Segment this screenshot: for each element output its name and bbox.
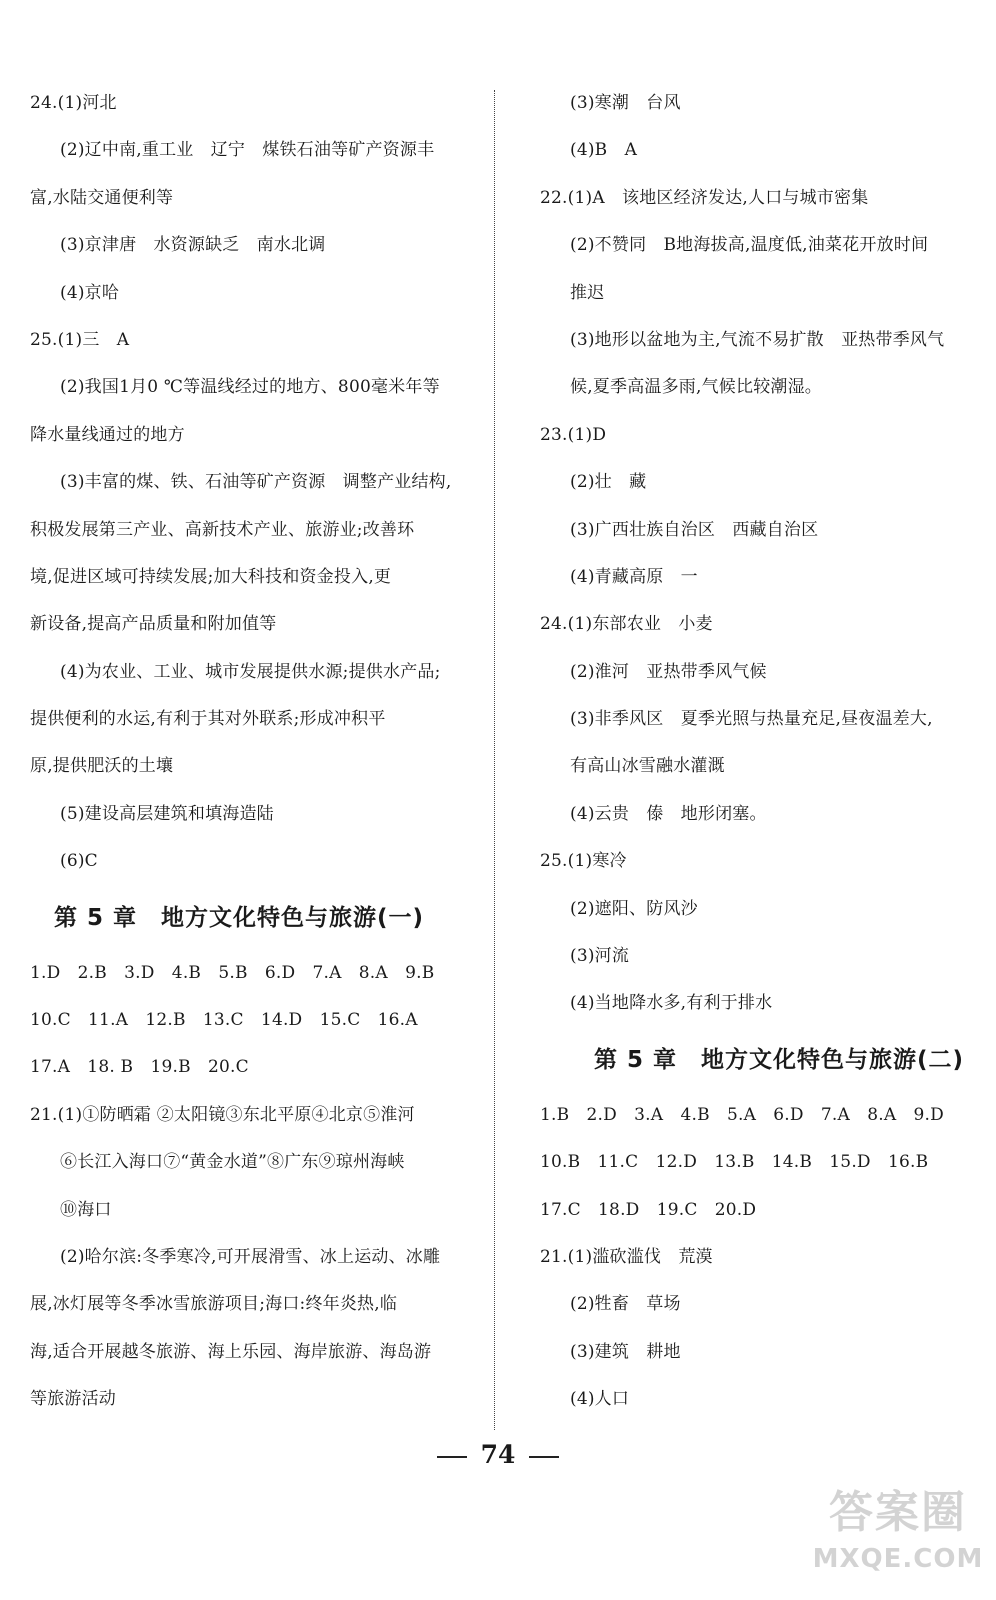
answer-line: 22.(1)A 该地区经济发达,人口与城市密集 xyxy=(540,187,869,208)
footer-dash-right xyxy=(529,1456,559,1458)
answer-line: 原,提供肥沃的土壤 xyxy=(30,756,174,777)
answer-line: (3)京津唐 水资源缺乏 南水北调 xyxy=(60,235,326,256)
answer-line: (4)为农业、工业、城市发展提供水源;提供水产品; xyxy=(60,661,441,682)
answer-line: 境,促进区域可持续发展;加大科技和资金投入,更 xyxy=(30,566,392,587)
answer-line: 10.C 11.A 12.B 13.C 14.D 15.C 16.A xyxy=(30,1010,418,1031)
answer-line: (3)地形以盆地为主,气流不易扩散 亚热带季风气 xyxy=(570,329,945,350)
answer-line: 提供便利的水运,有利于其对外联系;形成冲积平 xyxy=(30,709,386,730)
watermark xyxy=(808,1484,988,1594)
answer-line: (3)丰富的煤、铁、石油等矿产资源 调整产业结构, xyxy=(60,472,452,493)
answer-line: 24.(1)河北 xyxy=(30,93,117,113)
answer-line: (2)淮河 亚热带季风气候 xyxy=(570,661,767,682)
answer-line: 23.(1)D xyxy=(540,424,607,445)
answer-line: 17.C 18.D 19.C 20.D xyxy=(540,1199,757,1220)
answer-line: (4)人口 xyxy=(570,1389,630,1410)
answer-line: (4)青藏高原 一 xyxy=(570,566,698,587)
column-divider xyxy=(494,90,495,1430)
answer-line: (3)寒潮 台风 xyxy=(570,93,681,113)
answer-line: 21.(1)①防晒霜 ②太阳镜③东北平原④北京⑤淮河 xyxy=(30,1104,415,1125)
answer-line: (6)C xyxy=(60,851,98,872)
answer-line: (3)河流 xyxy=(570,946,630,967)
answer-line: 25.(1)三 A xyxy=(30,329,130,350)
answer-line: (2)哈尔滨:冬季寒冷,可开展滑雪、冰上运动、冰雕 xyxy=(60,1246,441,1267)
answer-line: 24.(1)东部农业 小麦 xyxy=(540,614,713,635)
answer-line: 海,适合开展越冬旅游、海上乐园、海岸旅游、海岛游 xyxy=(30,1341,432,1362)
answer-line: (2)我国1月0 ℃等温线经过的地方、800毫米年等 xyxy=(60,377,440,398)
answer-line: (3)建筑 耕地 xyxy=(570,1341,681,1362)
answer-line: 候,夏季高温多雨,气候比较潮湿。 xyxy=(570,377,823,398)
footer-dash-left xyxy=(437,1456,467,1458)
answer-line: (4)京哈 xyxy=(60,282,120,303)
answer-line: 1.B 2.D 3.A 4.B 5.A 6.D 7.A 8.A 9.D xyxy=(540,1104,944,1125)
page-footer xyxy=(0,1435,996,1475)
answer-line: 降水量线通过的地方 xyxy=(30,424,185,445)
answer-line: (3)非季风区 夏季光照与热量充足,昼夜温差大, xyxy=(570,709,933,730)
answer-line: (2)牲畜 草场 xyxy=(570,1294,681,1315)
answer-line: (4)云贵 傣 地形闭塞。 xyxy=(570,803,767,824)
right-column xyxy=(540,80,970,1424)
answer-line: (5)建设高层建筑和填海造陆 xyxy=(60,803,274,824)
answer-line: 展,冰灯展等冬季冰雪旅游项目;海口:终年炎热,临 xyxy=(30,1294,398,1315)
answer-line: ⑩海口 xyxy=(60,1199,112,1220)
watermark-logo-text: 答案圈 xyxy=(829,1487,967,1538)
watermark-url: MXQE.COM xyxy=(812,1544,984,1574)
answer-line: (2)不赞同 B地海拔高,温度低,油菜花开放时间 xyxy=(570,235,929,256)
answer-line: 富,水陆交通便利等 xyxy=(30,187,174,208)
page-number: 74 xyxy=(480,1440,516,1469)
answer-line: ⑥长江入海口⑦“黄金水道”⑧广东⑨琼州海峡 xyxy=(60,1152,405,1173)
chapter-heading: 第 5 章 地方文化特色与旅游(二) xyxy=(594,1046,965,1073)
answer-line: 10.B 11.C 12.D 13.B 14.B 15.D 16.B xyxy=(540,1152,929,1173)
answer-line: 17.A 18. B 19.B 20.C xyxy=(30,1057,249,1078)
answer-line: 有高山冰雪融水灌溉 xyxy=(570,756,725,777)
answer-line: (2)遮阳、防风沙 xyxy=(570,898,698,919)
chapter-heading: 第 5 章 地方文化特色与旅游(一) xyxy=(54,904,425,931)
answer-line: (2)壮 藏 xyxy=(570,472,647,493)
answer-line: (4)当地降水多,有利于排水 xyxy=(570,993,773,1014)
answer-line: 新设备,提高产品质量和附加值等 xyxy=(30,614,277,635)
answer-line: 等旅游活动 xyxy=(30,1389,116,1410)
answer-line: 21.(1)滥砍滥伐 荒漠 xyxy=(540,1246,713,1267)
answer-line: (3)广西壮族自治区 西藏自治区 xyxy=(570,519,819,540)
left-column xyxy=(30,80,485,1424)
answer-line: (4)B A xyxy=(570,140,638,161)
answer-line: 25.(1)寒冷 xyxy=(540,851,627,872)
answer-line: 1.D 2.B 3.D 4.B 5.B 6.D 7.A 8.A 9.B xyxy=(30,962,435,983)
answer-line: 推迟 xyxy=(570,282,605,303)
answer-line: 积极发展第三产业、高新技术产业、旅游业;改善环 xyxy=(30,519,415,540)
answer-line: (2)辽中南,重工业 辽宁 煤铁石油等矿产资源丰 xyxy=(60,140,435,161)
